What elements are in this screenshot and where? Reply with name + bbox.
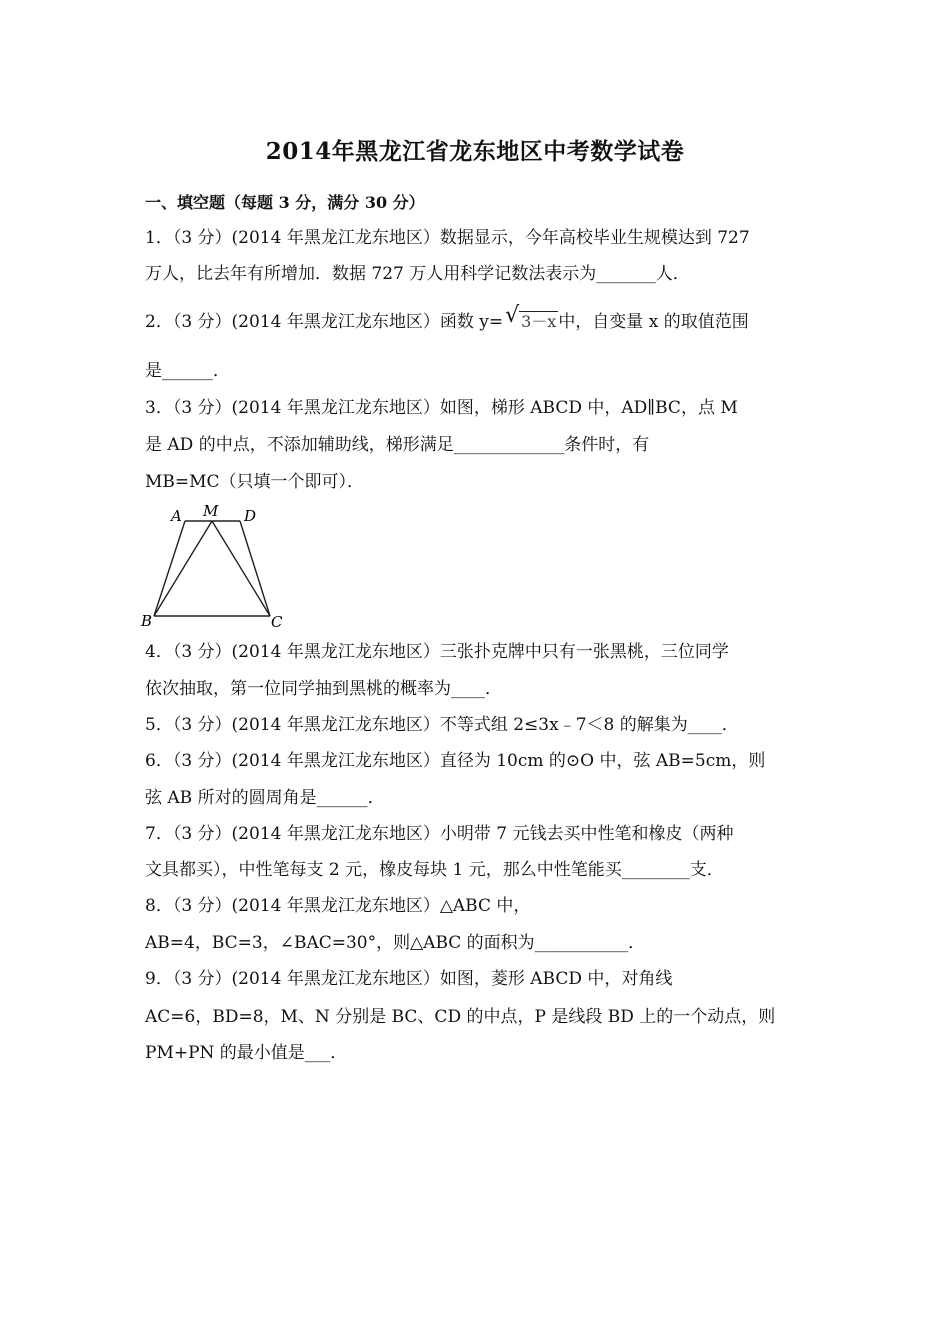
question-3-line-3: MB=MC（只填一个即可）． [145,472,365,492]
question-5-line-1: 5．（3 分）(2014 年黑龙江龙东地区）不等式组 2≤3x﹣7＜8 的解集为____． [145,715,739,735]
label-d: D [244,507,257,525]
radical-sign: √ [505,303,520,328]
question-2-text-before: 2．（3 分）(2014 年黑龙江龙东地区）函数 y= [145,312,504,332]
question-2-line-1 [145,303,749,332]
page-title: 2014年黑龙江省龙东地区中考数学试卷 [265,138,685,165]
question-7-line-1: 7．（3 分）(2014 年黑龙江龙东地区）小明带 7 元钱去买中性笔和橡皮（两种 [145,824,734,844]
question-4-line-2: 依次抽取，第一位同学抽到黑桃的概率为____． [145,679,502,699]
segment-mc [212,521,270,616]
radicand: 3－x [521,312,557,331]
question-2-line-2: 是______． [145,361,230,381]
question-7-line-2: 文具都买），中性笔每支 2 元，橡皮每块 1 元，那么中性笔能买________支． [145,860,724,880]
segment-mb [154,521,212,616]
label-a: A [171,507,182,525]
section-heading: 一、填空题（每题 3 分，满分 30 分） [145,193,425,212]
question-6-line-1: 6．（3 分）(2014 年黑龙江龙东地区）直径为 10cm 的⊙O 中，弦 AB=5cm，则 [145,751,766,771]
question-9-line-2: AC=6，BD=8，M、N 分别是 BC、CD 的中点，P 是线段 BD 上的一个动点，则 [145,1007,776,1027]
question-3-line-1: 3．（3 分）(2014 年黑龙江龙东地区）如图，梯形 ABCD 中，AD∥BC，点 M [145,398,738,418]
question-2-text-after: 中，自变量 x 的取值范围 [558,312,749,332]
square-root [505,303,558,332]
edge-ab [154,521,185,616]
question-8-line-1: 8．（3 分）(2014 年黑龙江龙东地区）△ABC 中， [145,896,531,916]
question-9-line-3: PM+PN 的最小值是___． [145,1043,348,1063]
question-1-line-1: 1．（3 分）(2014 年黑龙江龙东地区）数据显示，今年高校毕业生规模达到 727 [145,228,750,248]
question-9-line-1: 9．（3 分）(2014 年黑龙江龙东地区）如图，菱形 ABCD 中，对角线 [145,969,673,989]
label-m: M [203,502,219,520]
label-c: C [271,613,283,631]
trapezoid-figure [138,500,298,632]
question-4-line-1: 4．（3 分）(2014 年黑龙江龙东地区）三张扑克牌中只有一张黑桃，三位同学 [145,642,729,662]
question-1-line-2: 万人，比去年有所增加．数据 727 万人用科学记数法表示为_______人． [145,264,690,284]
edge-dc [240,521,270,616]
label-b: B [141,612,153,630]
question-8-line-2: AB=4，BC=3，∠BAC=30°，则△ABC 的面积为___________． [145,933,646,953]
question-6-line-2: 弦 AB 所对的圆周角是______． [145,788,385,808]
question-3-line-2: 是 AD 的中点，不添加辅助线，梯形满足_____________条件时，有 [145,435,650,455]
